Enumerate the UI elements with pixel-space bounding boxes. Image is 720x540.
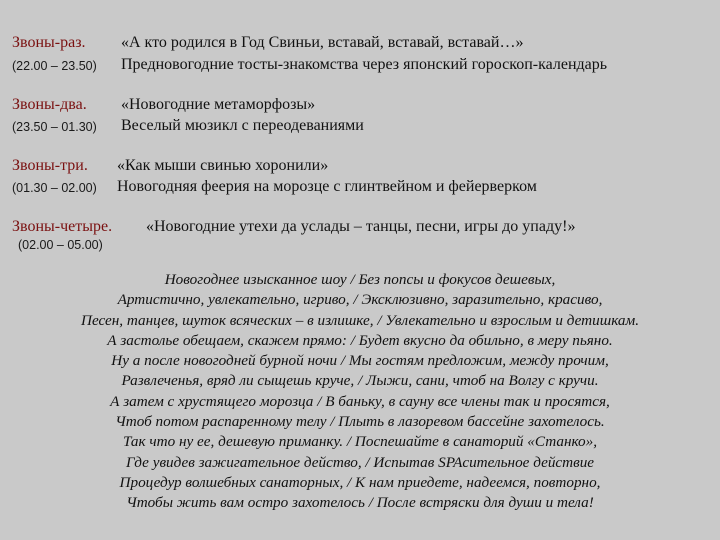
- schedule-time-2: (23.50 – 01.30): [12, 120, 97, 134]
- poem-line: Так что ну ее, дешевую приманку. / Поспешайте в санаторий «Станко»,: [122, 433, 598, 451]
- schedule-event-3: «Как мыши свинью хоронили»: [117, 157, 329, 174]
- poem-line: Песен, танцев, шуток всяческих – в излишке, / Увлекательно и взрослым и детишкам.: [80, 311, 640, 329]
- poem-line: Чтобы жить вам остро захотелось / После встряски для души и тела!: [126, 494, 594, 512]
- schedule-title-4: Звоны-четыре.: [12, 218, 113, 235]
- schedule-title-2: Звоны-два.: [12, 96, 87, 113]
- poem-line: А застолье обещаем, скажем прямо: / Будет вкусно да обильно, в меру пьяно.: [107, 331, 613, 349]
- schedule-description-1: Предновогодние тосты-знакомства через японский гороскоп-календарь: [121, 56, 608, 73]
- schedule-event-1: «А кто родился в Год Свиньи, вставай, вставай, вставай…»: [121, 34, 524, 51]
- poem-line: Новогоднее изысканное шоу / Без попсы и фокусов дешевых,: [164, 271, 556, 288]
- poem-line: Развлеченья, вряд ли сыщешь круче, / Лыжи, сани, чтоб на Волгу с кручи.: [121, 372, 599, 390]
- poem-line: Ну а после новогодней бурной ночи / Мы гостям предложим, между прочим,: [111, 352, 609, 370]
- poem-line: Чтоб потом распаренному телу / Плыть в лазоревом бассейне захотелось.: [115, 413, 605, 431]
- schedule-event-4: «Новогодние утехи да услады – танцы, песни, игры до упаду!»: [146, 218, 576, 235]
- schedule-event-2: «Новогодние метаморфозы»: [121, 96, 316, 113]
- schedule-time-3: (01.30 – 02.00): [12, 181, 97, 195]
- schedule-title-3: Звоны-три.: [12, 157, 88, 174]
- schedule-description-2: Веселый мюзикл с переодеваниями: [121, 117, 364, 134]
- schedule-title-1: Звоны-раз.: [12, 34, 86, 51]
- schedule-time-1: (22.00 – 23.50): [12, 59, 97, 73]
- poem-block: [0, 270, 720, 514]
- schedule-description-3: Новогодняя феерия на морозце с глинтвейном и фейерверком: [117, 178, 537, 195]
- poem-line: Процедур волшебных санаторных, / К нам приедете, надеемся, повторно,: [119, 473, 601, 491]
- poem-line: А затем с хрустящего морозца / В баньку, в сауну все члены так и просятся,: [110, 392, 610, 410]
- schedule-time-4: (02.00 – 05.00): [18, 238, 103, 252]
- poem-line: Где увидев зажигательное действо, / Испытав SPAсительное действие: [125, 453, 595, 471]
- poem-line: Артистично, увлекательно, игриво, / Эксклюзивно, заразительно, красиво,: [117, 291, 603, 309]
